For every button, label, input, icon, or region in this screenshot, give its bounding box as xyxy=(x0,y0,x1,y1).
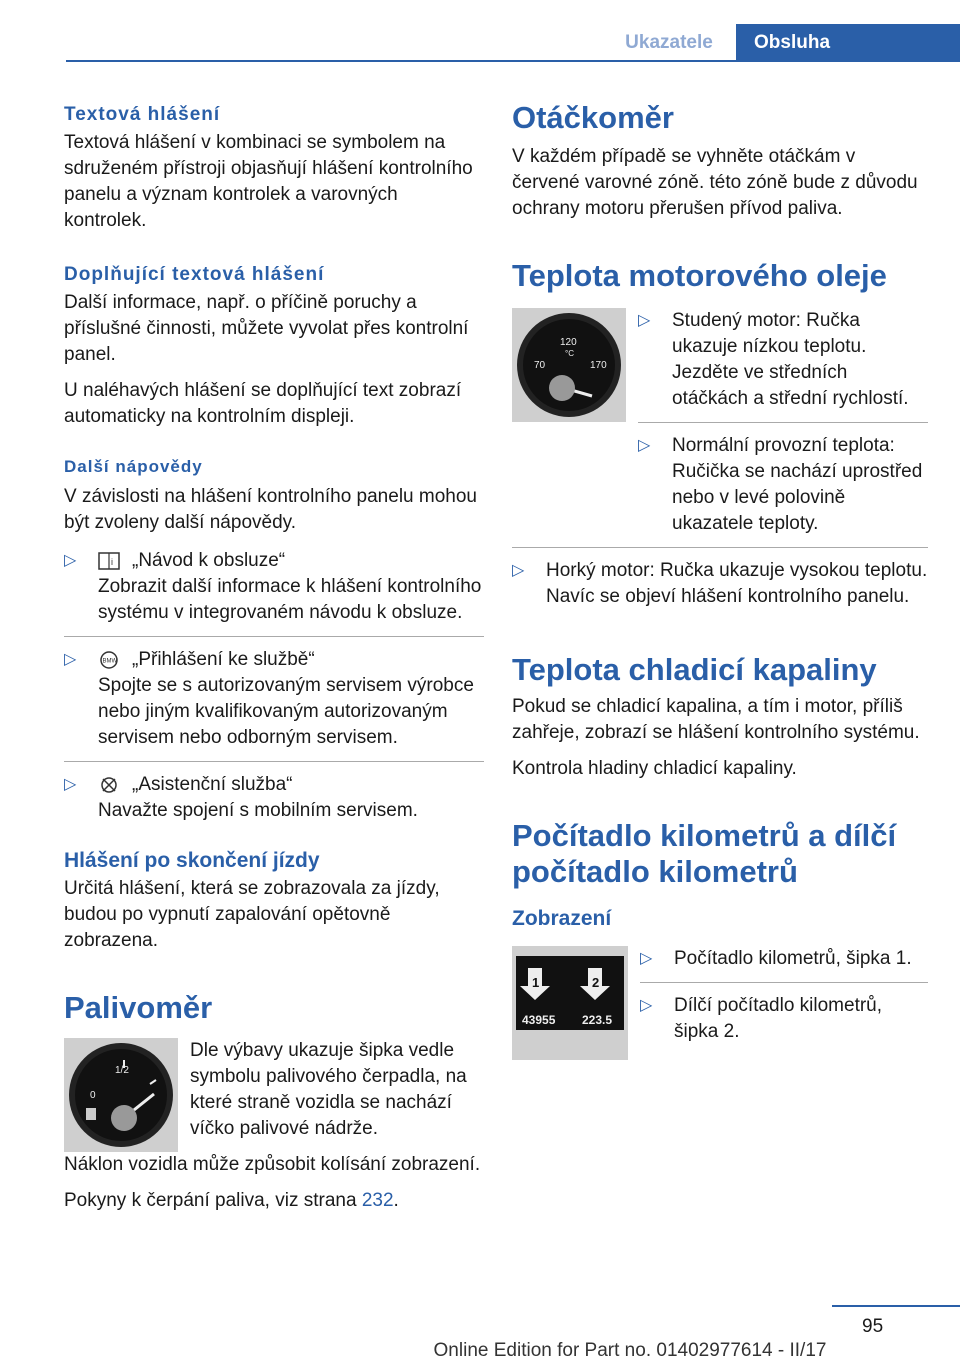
odometer-section xyxy=(512,946,928,1060)
heading-dalsi-napovedy: Další nápovědy xyxy=(64,457,203,476)
fuel-half-label: 1/2 xyxy=(115,1065,129,1076)
heading-otackomer: Otáčkoměr xyxy=(512,100,674,135)
paragraph: V závislosti na hlášení kontrolního panelu mohou být zvoleny další nápovědy. xyxy=(64,486,477,533)
oil-gauge-image xyxy=(512,308,626,422)
item-text: Horký motor: Ručka ukazuje vysokou teplotu. Navíc se objeví hlášení kontrolního panelu. xyxy=(546,560,928,607)
page-link-232[interactable]: 232 xyxy=(361,1190,394,1211)
footer-rule xyxy=(832,1305,960,1307)
fuel-zero-label: 0 xyxy=(90,1090,96,1101)
footer-edition: Online Edition for Part no. 01402977614 - II/17 xyxy=(433,1340,827,1361)
oil-list xyxy=(638,308,928,547)
svg-text:BMW: BMW xyxy=(102,658,118,665)
paragraph: Další informace, např. o příčině poruchy a příslušné činnosti, můžete vyvolat přes kontrolní panel. xyxy=(64,292,469,365)
item-text: Normální provozní teplota: Ručička se nachází uprostřed nebo v levé polovině ukazatele teploty. xyxy=(672,435,923,534)
tab-ukazatele[interactable]: Ukazatele xyxy=(625,32,713,53)
item-text: Zobrazit další informace k hlášení kontrolního systému v integrovaném návodu k obsluze. xyxy=(98,576,482,623)
list-item xyxy=(638,422,928,547)
fuel-gauge-image xyxy=(64,1038,178,1152)
paragraph: Určitá hlášení, která se zobrazovala za jízdy, budou po vypnutí zapalování opětovně zobrazena. xyxy=(64,878,440,951)
heading-palivomer: Palivoměr xyxy=(64,990,213,1025)
paragraph: V každém případě se vyhněte otáčkám v červené varovné zóně. této zóně bude z důvodu ochrany motoru přerušen přívod paliva. xyxy=(512,146,918,219)
fuel-section xyxy=(64,1038,484,1178)
item-text: Studený motor: Ručka ukazuje nízkou teplotu. Jezděte ve středních otáčkách a střední rychlostí. xyxy=(672,310,909,409)
list-item xyxy=(640,946,928,982)
pokyny-suffix: . xyxy=(393,1190,399,1211)
paragraph: Pokud se chladicí kapalina, a tím i motor, příliš zahřeje, zobrazí se hlášení kontrolního systému. xyxy=(512,696,920,743)
assist-icon xyxy=(98,775,122,795)
svg-text:i: i xyxy=(111,556,113,567)
page-number: 95 xyxy=(862,1316,884,1337)
oil-170-label: 170 xyxy=(590,360,607,371)
triangle-bullet-icon: ▷ xyxy=(512,562,525,579)
oil-list-hot xyxy=(512,547,928,610)
oil-120-label: 120 xyxy=(560,337,577,348)
heading-pocitadlo: Počítadlo kilometrů a dílčí počítadlo kilometrů xyxy=(512,818,897,889)
triangle-bullet-icon: ▷ xyxy=(64,552,77,569)
item-title: „Přihlášení ke službě“ xyxy=(132,649,315,670)
paragraph: U naléhavých hlášení se doplňující text zobrazí automaticky na kontrolním displeji. xyxy=(64,380,462,427)
item-title: „Návod k obsluze“ xyxy=(132,550,286,571)
right-column xyxy=(512,100,928,1060)
list-item xyxy=(64,548,484,636)
list-item xyxy=(64,761,484,824)
triangle-bullet-icon: ▷ xyxy=(640,950,653,967)
item-text: Počítadlo kilometrů, šipka 1. xyxy=(674,948,912,969)
paragraph: Textová hlášení v kombinaci se symbolem na sdruženém přístroji objasňují hlášení kontrolního panelu a význam kontrolek a varovných kontrolek. xyxy=(64,132,473,231)
oil-70-label: 70 xyxy=(534,360,546,371)
item-text: Navažte spojení s mobilním servisem. xyxy=(98,800,418,821)
odo-trip-label: 223.5 xyxy=(582,1013,613,1027)
odo-arrow2-label: 2 xyxy=(592,975,600,990)
item-text: Spojte se s autorizovaným servisem výrobce nebo jiným kvalifikovaným autorizovaným servisem nebo odborným servisem. xyxy=(98,675,474,748)
item-text: Dílčí počítadlo kilometrů, šipka 2. xyxy=(674,995,883,1042)
list-item xyxy=(638,308,928,422)
triangle-bullet-icon: ▷ xyxy=(64,776,77,793)
paragraph-pokyny xyxy=(64,1188,484,1214)
paragraph: Náklon vozidla může způsobit kolísání zobrazení. xyxy=(64,1154,481,1175)
item-title: „Asistenční služba“ xyxy=(132,774,293,795)
list-item xyxy=(64,636,484,761)
odo-total-label: 43955 xyxy=(522,1013,556,1027)
heading-textova-hlaseni: Textová hlášení xyxy=(64,104,221,125)
oil-section xyxy=(512,308,928,547)
triangle-bullet-icon: ▷ xyxy=(64,651,77,668)
heading-hlaseni-po-jizde: Hlášení po skončení jízdy xyxy=(64,849,320,872)
heading-zobrazeni: Zobrazení xyxy=(512,907,612,930)
oil-unit-label: °C xyxy=(565,349,574,358)
odo-arrow1-label: 1 xyxy=(532,975,540,990)
odo-list xyxy=(640,946,928,1045)
triangle-bullet-icon: ▷ xyxy=(638,312,651,329)
bmw-service-icon xyxy=(98,650,122,670)
tab-obsluha[interactable]: Obsluha xyxy=(736,24,960,62)
paragraph: Dle výbavy ukazuje šipka vedle symbolu palivového čerpadla, na které straně vozidla se nachází víčko palivové nádrže. xyxy=(190,1040,467,1139)
paragraph: Kontrola hladiny chladicí kapaliny. xyxy=(512,758,797,779)
heading-doplnujici: Doplňující textová hlášení xyxy=(64,264,325,285)
triangle-bullet-icon: ▷ xyxy=(638,437,651,454)
pokyny-text: Pokyny k čerpání paliva, viz strana xyxy=(64,1190,362,1211)
heading-teplota-oleje: Teplota motorového oleje xyxy=(512,258,887,293)
left-column xyxy=(64,100,484,1214)
help-list xyxy=(64,548,484,824)
list-item xyxy=(640,982,928,1045)
list-item xyxy=(512,547,928,610)
triangle-bullet-icon: ▷ xyxy=(640,997,653,1014)
book-icon xyxy=(98,551,122,571)
odometer-image xyxy=(512,946,628,1060)
heading-teplota-chladici: Teplota chladicí kapaliny xyxy=(512,652,877,687)
